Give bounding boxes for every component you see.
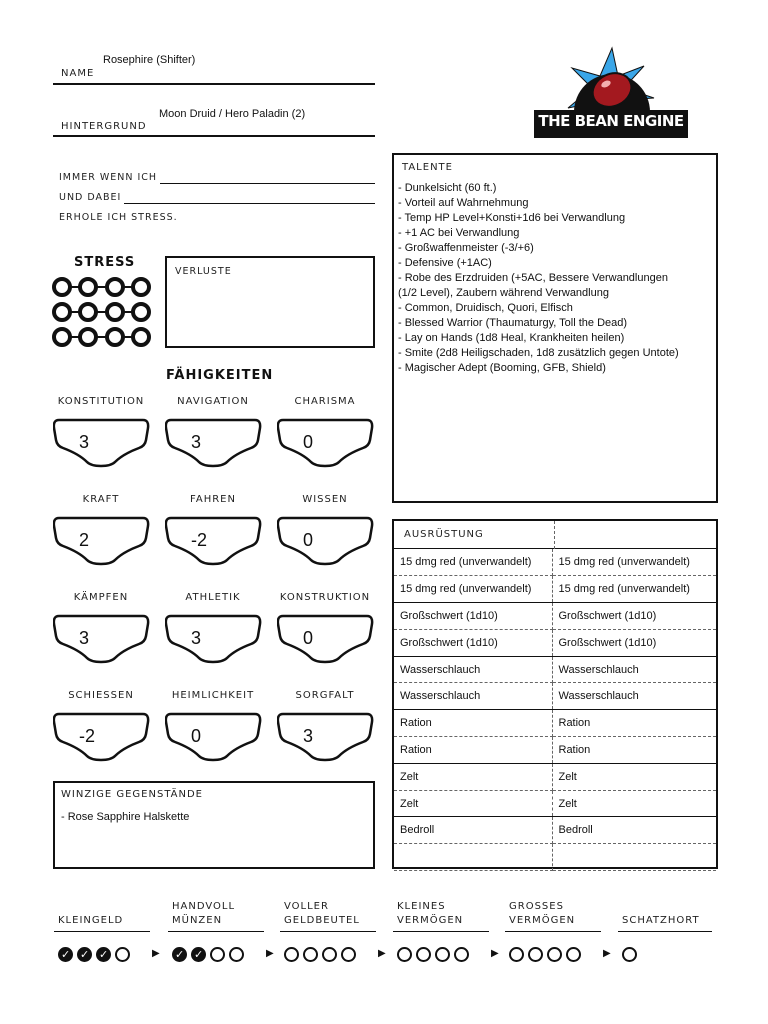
coin-checkbox[interactable] bbox=[547, 947, 562, 962]
wealth-tier-rule bbox=[54, 931, 150, 932]
equipment-cell[interactable]: Zelt bbox=[552, 763, 716, 790]
wealth-tier-label: GELDBEUTEL bbox=[284, 915, 360, 926]
equipment-cell[interactable]: Großschwert (1d10) bbox=[552, 603, 716, 630]
ability-label: SCHIESSEN bbox=[68, 690, 134, 701]
wealth-tier-label-top: GROSSES bbox=[509, 901, 564, 912]
wealth-tier-label: KLEINGELD bbox=[58, 915, 124, 926]
equipment-row[interactable] bbox=[394, 603, 716, 630]
wealth-tier-label: SCHATZHORT bbox=[622, 915, 700, 926]
ability-score-box[interactable] bbox=[277, 516, 375, 568]
equipment-cell[interactable]: 15 dmg red (unverwandelt) bbox=[394, 549, 552, 576]
talent-item: - Magischer Adept (Booming, GFB, Shield) bbox=[398, 362, 606, 374]
ability-score-box[interactable] bbox=[165, 418, 263, 470]
background-value[interactable]: Moon Druid / Hero Paladin (2) bbox=[159, 108, 306, 120]
talent-item: - Robe des Erzdruiden (+5AC, Bessere Verwandlungen bbox=[398, 272, 668, 284]
equipment-cell[interactable]: Ration bbox=[394, 710, 552, 737]
talent-item: - Großwaffenmeister (-3/+6) bbox=[398, 242, 534, 254]
equipment-cell[interactable]: 15 dmg red (unverwandelt) bbox=[552, 576, 716, 603]
coin-checkbox[interactable] bbox=[58, 947, 73, 962]
talent-item: - Temp HP Level+Konsti+1d6 bei Verwandlung bbox=[398, 212, 626, 224]
tiny-items-box[interactable] bbox=[53, 781, 375, 869]
wealth-tier-label: VERMÖGEN bbox=[509, 915, 576, 926]
equipment-cell[interactable]: Bedroll bbox=[394, 817, 552, 844]
ability-value: 0 bbox=[191, 726, 202, 746]
equipment-cell[interactable]: Bedroll bbox=[552, 817, 716, 844]
coin-checkbox[interactable] bbox=[210, 947, 225, 962]
equipment-row[interactable] bbox=[394, 844, 716, 871]
wealth-tier-label: VERMÖGEN bbox=[397, 915, 464, 926]
equipment-cell[interactable]: Zelt bbox=[394, 763, 552, 790]
arrow-right-icon: ▶ bbox=[152, 948, 160, 959]
coin-checkbox[interactable] bbox=[322, 947, 337, 962]
ability-value: 0 bbox=[303, 432, 314, 452]
wealth-tier-rule bbox=[505, 931, 601, 932]
wealth-tier-label: MÜNZEN bbox=[172, 915, 223, 926]
coin-checkbox[interactable] bbox=[284, 947, 299, 962]
coin-checkbox[interactable] bbox=[77, 947, 92, 962]
talent-item: - +1 AC bei Verwandlung bbox=[398, 227, 520, 239]
background-label: HINTERGRUND bbox=[61, 121, 147, 132]
ability-label: KONSTITUTION bbox=[57, 396, 145, 407]
stress-track[interactable] bbox=[52, 276, 152, 348]
ability-value: 2 bbox=[79, 530, 90, 550]
talent-item: - Common, Druidisch, Quori, Elfisch bbox=[398, 302, 573, 314]
equipment-header-divider bbox=[554, 521, 555, 549]
equipment-row[interactable] bbox=[394, 790, 716, 817]
abilities-title: FÄHIGKEITEN bbox=[166, 368, 274, 383]
ability-label: KRAFT bbox=[82, 494, 120, 505]
equipment-cell[interactable]: Wasserschlauch bbox=[394, 683, 552, 710]
equipment-table bbox=[394, 549, 716, 871]
ability-value: -2 bbox=[191, 530, 208, 550]
ability-score-box[interactable] bbox=[53, 418, 151, 470]
bean-engine-logo bbox=[534, 46, 688, 140]
equipment-cell[interactable]: Ration bbox=[552, 737, 716, 764]
coin-checkbox[interactable] bbox=[191, 947, 206, 962]
ability-label: KONSTRUKTION bbox=[279, 592, 371, 603]
equipment-cell[interactable]: Ration bbox=[394, 737, 552, 764]
equipment-cell[interactable] bbox=[552, 844, 716, 871]
ability-label: NAVIGATION bbox=[177, 396, 249, 407]
ability-value: 3 bbox=[191, 432, 202, 452]
talent-item: (1/2 Level), Zaubern während Verwandlung bbox=[398, 287, 609, 299]
logo-text: THE BEAN ENGINE bbox=[538, 112, 684, 130]
talent-item: - Vorteil auf Wahrnehmung bbox=[398, 197, 529, 209]
wealth-tier-label-top: HANDVOLL bbox=[172, 901, 236, 912]
equipment-cell[interactable]: Wasserschlauch bbox=[552, 656, 716, 683]
wealth-tier-rule bbox=[618, 931, 712, 932]
ability-label: ATHLETIK bbox=[185, 592, 241, 603]
equipment-cell[interactable]: Großschwert (1d10) bbox=[552, 629, 716, 656]
equipment-row[interactable] bbox=[394, 763, 716, 790]
arrow-right-icon: ▶ bbox=[266, 948, 274, 959]
arrow-right-icon: ▶ bbox=[491, 948, 499, 959]
ability-value: 3 bbox=[303, 726, 314, 746]
ability-value: -2 bbox=[79, 726, 96, 746]
stress-trigger-line1: IMMER WENN ICH bbox=[59, 172, 158, 183]
equipment-cell[interactable]: Wasserschlauch bbox=[394, 656, 552, 683]
talent-item: - Smite (2d8 Heiligschaden, 1d8 zusätzlich gegen Untote) bbox=[398, 347, 679, 359]
character-name-value[interactable]: Rosephire (Shifter) bbox=[103, 54, 196, 66]
talents-list bbox=[398, 181, 716, 376]
stress-trigger-line2-rule[interactable] bbox=[124, 203, 375, 204]
equipment-row[interactable] bbox=[394, 576, 716, 603]
coin-checkbox[interactable] bbox=[303, 947, 318, 962]
coin-checkbox[interactable] bbox=[528, 947, 543, 962]
losses-box[interactable] bbox=[165, 256, 375, 348]
arrow-right-icon: ▶ bbox=[603, 948, 611, 959]
talent-item: - Lay on Hands (1d8 Heal, Krankheiten heilen) bbox=[398, 332, 625, 344]
ability-score-box[interactable] bbox=[53, 712, 151, 764]
ability-score-box[interactable] bbox=[165, 712, 263, 764]
equipment-cell[interactable]: 15 dmg red (unverwandelt) bbox=[394, 576, 552, 603]
wealth-tier-rule bbox=[168, 931, 264, 932]
ability-score-box[interactable] bbox=[165, 614, 263, 666]
ability-label: FAHREN bbox=[190, 494, 236, 505]
equipment-cell[interactable]: Zelt bbox=[394, 790, 552, 817]
wealth-tier-rule bbox=[280, 931, 376, 932]
coin-checkbox[interactable] bbox=[115, 947, 130, 962]
coin-checkbox[interactable] bbox=[229, 947, 244, 962]
ability-score-box[interactable] bbox=[277, 418, 375, 470]
equipment-cell[interactable]: Großschwert (1d10) bbox=[394, 603, 552, 630]
talent-item: - Blessed Warrior (Thaumaturgy, Toll the Dead) bbox=[398, 317, 628, 329]
equipment-cell[interactable]: Wasserschlauch bbox=[552, 683, 716, 710]
stress-trigger-line3: ERHOLE ICH STRESS. bbox=[59, 212, 178, 223]
ability-score-box[interactable] bbox=[53, 516, 151, 568]
stress-trigger-line1-rule[interactable] bbox=[160, 183, 375, 184]
coin-checkbox[interactable] bbox=[397, 947, 412, 962]
ability-score-box[interactable] bbox=[165, 516, 263, 568]
equipment-box[interactable] bbox=[392, 519, 718, 869]
ability-label: HEIMLICHKEIT bbox=[171, 690, 255, 701]
equipment-cell[interactable]: Großschwert (1d10) bbox=[394, 629, 552, 656]
equipment-row[interactable] bbox=[394, 683, 716, 710]
equipment-cell[interactable] bbox=[394, 844, 552, 871]
name-underline bbox=[53, 83, 375, 85]
wealth-tier-label-top: VOLLER bbox=[284, 901, 329, 912]
equipment-row[interactable] bbox=[394, 549, 716, 576]
tiny-item: - Rose Sapphire Halskette bbox=[61, 811, 190, 823]
equipment-cell[interactable]: 15 dmg red (unverwandelt) bbox=[552, 549, 716, 576]
talent-item: - Dunkelsicht (60 ft.) bbox=[398, 182, 497, 194]
talents-title: TALENTE bbox=[402, 162, 453, 173]
ability-score-box[interactable] bbox=[277, 712, 375, 764]
equipment-cell[interactable]: Zelt bbox=[552, 790, 716, 817]
equipment-row[interactable] bbox=[394, 629, 716, 656]
coin-checkbox[interactable] bbox=[509, 947, 524, 962]
stress-trigger-line2: UND DABEI bbox=[59, 192, 122, 203]
coin-checkbox[interactable] bbox=[435, 947, 450, 962]
coin-checkbox[interactable] bbox=[622, 947, 637, 962]
ability-value: 0 bbox=[303, 628, 314, 648]
background-underline bbox=[53, 135, 375, 137]
coin-checkbox[interactable] bbox=[454, 947, 469, 962]
stress-title: STRESS bbox=[74, 255, 136, 270]
wealth-tier-label-top: KLEINES bbox=[397, 901, 446, 912]
coin-checkbox[interactable] bbox=[416, 947, 431, 962]
equipment-row[interactable] bbox=[394, 737, 716, 764]
coin-checkbox[interactable] bbox=[566, 947, 581, 962]
name-label: NAME bbox=[61, 68, 95, 79]
equipment-row[interactable] bbox=[394, 710, 716, 737]
equipment-row[interactable] bbox=[394, 817, 716, 844]
tiny-items-title: WINZIGE GEGENSTÄNDE bbox=[61, 789, 203, 800]
talent-item: - Defensive (+1AC) bbox=[398, 257, 492, 269]
equipment-header bbox=[394, 521, 716, 549]
ability-value: 3 bbox=[79, 628, 90, 648]
equipment-cell[interactable]: Ration bbox=[552, 710, 716, 737]
ability-score-box[interactable] bbox=[53, 614, 151, 666]
ability-value: 3 bbox=[191, 628, 202, 648]
ability-value: 3 bbox=[79, 432, 90, 452]
ability-label: CHARISMA bbox=[294, 396, 356, 407]
coin-checkbox[interactable] bbox=[96, 947, 111, 962]
ability-label: KÄMPFEN bbox=[73, 592, 129, 603]
wealth-tier-rule bbox=[393, 931, 489, 932]
ability-score-box[interactable] bbox=[277, 614, 375, 666]
coin-checkbox[interactable] bbox=[341, 947, 356, 962]
ability-value: 0 bbox=[303, 530, 314, 550]
ability-label: WISSEN bbox=[302, 494, 348, 505]
arrow-right-icon: ▶ bbox=[378, 948, 386, 959]
equipment-row[interactable] bbox=[394, 656, 716, 683]
coin-checkbox[interactable] bbox=[172, 947, 187, 962]
equipment-title: AUSRÜSTUNG bbox=[404, 529, 484, 540]
ability-label: SORGFALT bbox=[295, 690, 355, 701]
losses-label: VERLUSTE bbox=[175, 266, 232, 277]
